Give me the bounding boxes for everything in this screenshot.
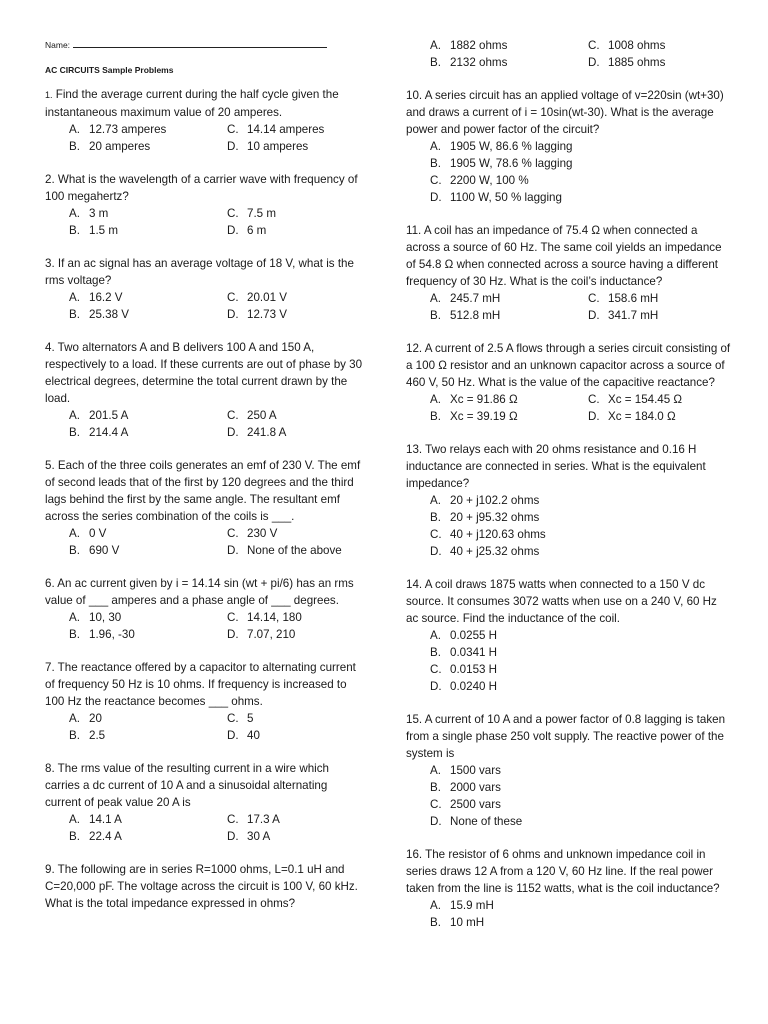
question-10 bbox=[406, 87, 731, 206]
option-letter: D. bbox=[227, 544, 239, 557]
question-text: 8. The rms value of the resulting current in a wire which carries a dc current of 10 A and a sinusoidal alternating current of peak value 20 A is bbox=[45, 762, 329, 809]
question-5 bbox=[45, 457, 365, 559]
answer-option bbox=[69, 811, 227, 828]
option-text: 0.0255 H bbox=[450, 629, 498, 642]
question-text: 9. The following are in series R=1000 ohms, L=0.1 uH and C=20,000 pF. The voltage across the circuit is 100 V, 60 kHz. What is the total impedance expressed in ohms? bbox=[45, 863, 358, 910]
answer-option bbox=[69, 205, 227, 222]
option-letter: A. bbox=[69, 712, 80, 725]
option-letter: B. bbox=[69, 426, 80, 439]
option-text: 40 + j120.63 ohms bbox=[450, 528, 546, 541]
answer-option bbox=[430, 509, 731, 526]
answer-option bbox=[430, 391, 588, 408]
option-letter: D. bbox=[227, 140, 239, 153]
answer-option bbox=[69, 138, 227, 155]
answer-option bbox=[227, 626, 365, 643]
name-blank-line[interactable] bbox=[73, 38, 327, 48]
right-question-list bbox=[406, 87, 731, 931]
question-15 bbox=[406, 711, 731, 830]
option-text: 22.4 A bbox=[89, 830, 122, 843]
option-letter: A. bbox=[69, 291, 80, 304]
question-text: 10. A series circuit has an applied voltage of v=220sin (wt+30) and draws a current of i = 10sin(wt-30). What is the average power and power factor of the circuit? bbox=[406, 89, 724, 136]
answer-option bbox=[227, 710, 365, 727]
option-letter: A. bbox=[69, 527, 80, 540]
option-letter: D. bbox=[588, 410, 600, 423]
options-grid bbox=[69, 289, 365, 323]
answer-option bbox=[227, 424, 365, 441]
option-letter: C. bbox=[227, 291, 239, 304]
option-text: 1100 W, 50 % lagging bbox=[450, 191, 562, 204]
answer-option bbox=[69, 306, 227, 323]
option-letter: A. bbox=[69, 611, 80, 624]
option-letter: B. bbox=[69, 224, 80, 237]
option-letter: D. bbox=[227, 308, 239, 321]
answer-option bbox=[227, 306, 365, 323]
question-text: 14. A coil draws 1875 watts when connected to a 150 V dc source. It consumes 3072 watts when use on a 240 V, 60 Hz ac source. Find the inductance of the coil. bbox=[406, 578, 717, 625]
option-letter: B. bbox=[430, 309, 441, 322]
options-grid bbox=[69, 525, 365, 559]
option-text: Xc = 91.86 Ω bbox=[450, 393, 518, 406]
options-grid bbox=[430, 138, 731, 206]
option-text: 7.07, 210 bbox=[247, 628, 296, 641]
option-letter: A. bbox=[69, 207, 80, 220]
option-letter: C. bbox=[430, 174, 442, 187]
option-text: 5 bbox=[247, 712, 254, 725]
option-text: 214.4 A bbox=[89, 426, 129, 439]
option-text: 20.01 V bbox=[247, 291, 287, 304]
question-text: 2. What is the wavelength of a carrier wave with frequency of 100 megahertz? bbox=[45, 173, 358, 203]
left-column bbox=[45, 36, 365, 928]
option-letter: C. bbox=[588, 39, 600, 52]
question-9-options bbox=[406, 37, 731, 71]
answer-option bbox=[227, 525, 365, 542]
question-number: 1. bbox=[45, 90, 53, 100]
answer-option bbox=[227, 727, 365, 744]
option-letter: C. bbox=[227, 123, 239, 136]
question-8 bbox=[45, 760, 365, 845]
option-letter: D. bbox=[430, 680, 442, 693]
answer-option bbox=[69, 525, 227, 542]
answer-option bbox=[430, 54, 588, 71]
option-letter: D. bbox=[227, 628, 239, 641]
option-text: 7.5 m bbox=[247, 207, 276, 220]
option-text: 0.0341 H bbox=[450, 646, 498, 659]
question-1 bbox=[45, 86, 365, 155]
answer-option bbox=[588, 290, 731, 307]
answer-option bbox=[588, 408, 731, 425]
option-text: 14.14 amperes bbox=[247, 123, 325, 136]
option-text: 250 A bbox=[247, 409, 277, 422]
options-grid bbox=[430, 37, 731, 71]
option-letter: D. bbox=[227, 830, 239, 843]
option-letter: B. bbox=[430, 511, 441, 524]
question-2 bbox=[45, 171, 365, 239]
option-letter: C. bbox=[430, 528, 442, 541]
answer-option bbox=[227, 222, 365, 239]
answer-option bbox=[227, 205, 365, 222]
option-letter: B. bbox=[430, 916, 441, 929]
option-text: None of the above bbox=[247, 544, 342, 557]
answer-option bbox=[430, 661, 731, 678]
answer-option bbox=[69, 121, 227, 138]
option-letter: B. bbox=[69, 140, 80, 153]
option-letter: C. bbox=[227, 611, 239, 624]
answer-option bbox=[227, 407, 365, 424]
question-text: 6. An ac current given by i = 14.14 sin (wt + pi/6) has an rms value of ___ amperes and a phase angle of ___ degrees. bbox=[45, 577, 354, 607]
question-text: 5. Each of the three coils generates an emf of 230 V. The emf of second leads that of the first by 120 degrees and the third lags behind the first by the same angle. The resultant emf across the series combination of the coils is ___. bbox=[45, 459, 361, 523]
question-16 bbox=[406, 846, 731, 931]
option-letter: A. bbox=[430, 899, 441, 912]
options-grid bbox=[69, 710, 365, 744]
option-letter: B. bbox=[430, 646, 441, 659]
question-text: 16. The resistor of 6 ohms and unknown impedance coil in series draws 12 A from a 120 V, 60 Hz line. If the real power taken from the line is 1152 watts, what is the coil inductance? bbox=[406, 848, 720, 895]
answer-option bbox=[430, 307, 588, 324]
name-label: Name: bbox=[45, 40, 71, 50]
option-text: None of these bbox=[450, 815, 523, 828]
answer-option bbox=[430, 492, 731, 509]
option-text: 10, 30 bbox=[89, 611, 122, 624]
option-letter: D. bbox=[430, 815, 442, 828]
options-grid bbox=[430, 290, 731, 324]
answer-option bbox=[430, 526, 731, 543]
option-letter: A. bbox=[430, 764, 441, 777]
option-letter: B. bbox=[69, 729, 80, 742]
option-text: Xc = 39.19 Ω bbox=[450, 410, 518, 423]
option-text: 20 amperes bbox=[89, 140, 151, 153]
option-text: 14.1 A bbox=[89, 813, 122, 826]
option-letter: A. bbox=[69, 813, 80, 826]
name-field bbox=[45, 36, 365, 54]
option-letter: D. bbox=[227, 224, 239, 237]
option-letter: A. bbox=[430, 292, 441, 305]
answer-option bbox=[69, 289, 227, 306]
option-text: 30 A bbox=[247, 830, 271, 843]
option-letter: A. bbox=[430, 629, 441, 642]
answer-option bbox=[430, 408, 588, 425]
option-letter: C. bbox=[588, 393, 600, 406]
option-text: 512.8 mH bbox=[450, 309, 501, 322]
options-grid bbox=[430, 492, 731, 560]
option-text: 6 m bbox=[247, 224, 267, 237]
options-grid bbox=[430, 627, 731, 695]
question-14 bbox=[406, 576, 731, 695]
option-text: Xc = 154.45 Ω bbox=[608, 393, 683, 406]
option-text: 2500 vars bbox=[450, 798, 501, 811]
option-letter: C. bbox=[227, 813, 239, 826]
option-letter: D. bbox=[430, 191, 442, 204]
answer-option bbox=[430, 914, 731, 931]
answer-option bbox=[69, 542, 227, 559]
question-text: 3. If an ac signal has an average voltage of 18 V, what is the rms voltage? bbox=[45, 257, 354, 287]
option-letter: C. bbox=[227, 207, 239, 220]
option-letter: A. bbox=[430, 140, 441, 153]
answer-option bbox=[69, 626, 227, 643]
answer-option bbox=[430, 138, 731, 155]
option-text: 1905 W, 86.6 % lagging bbox=[450, 140, 573, 153]
answer-option bbox=[227, 609, 365, 626]
answer-option bbox=[430, 678, 731, 695]
option-letter: C. bbox=[430, 798, 442, 811]
option-text: 17.3 A bbox=[247, 813, 280, 826]
option-letter: C. bbox=[430, 663, 442, 676]
option-text: 230 V bbox=[247, 527, 278, 540]
option-text: 2200 W, 100 % bbox=[450, 174, 529, 187]
option-text: 1500 vars bbox=[450, 764, 501, 777]
answer-option bbox=[69, 828, 227, 845]
option-letter: A. bbox=[69, 409, 80, 422]
option-letter: B. bbox=[69, 628, 80, 641]
option-text: 2.5 bbox=[89, 729, 106, 742]
option-text: 201.5 A bbox=[89, 409, 129, 422]
options-grid bbox=[430, 391, 731, 425]
answer-option bbox=[430, 172, 731, 189]
option-text: 2132 ohms bbox=[450, 56, 508, 69]
answer-option bbox=[430, 762, 731, 779]
options-grid bbox=[69, 205, 365, 239]
option-text: 0.0240 H bbox=[450, 680, 498, 693]
option-text: 1882 ohms bbox=[450, 39, 508, 52]
question-text: 7. The reactance offered by a capacitor to alternating current of frequency 50 Hz is 10 ohms. If frequency is increased to 100 Hz the reactance becomes ___ ohms. bbox=[45, 661, 356, 708]
option-letter: A. bbox=[430, 393, 441, 406]
option-letter: B. bbox=[430, 781, 441, 794]
options-grid bbox=[69, 811, 365, 845]
answer-option bbox=[588, 391, 731, 408]
option-text: 20 bbox=[89, 712, 102, 725]
answer-option bbox=[69, 424, 227, 441]
answer-option bbox=[430, 644, 731, 661]
options-grid bbox=[69, 121, 365, 155]
option-text: 10 amperes bbox=[247, 140, 309, 153]
option-text: 12.73 amperes bbox=[89, 123, 167, 136]
option-letter: D. bbox=[227, 729, 239, 742]
answer-option bbox=[430, 627, 731, 644]
option-text: 14.14, 180 bbox=[247, 611, 302, 624]
option-letter: A. bbox=[430, 494, 441, 507]
answer-option bbox=[227, 828, 365, 845]
question-text: 15. A current of 10 A and a power factor of 0.8 lagging is taken from a single phase 250 volt supply. The reactive power of the system is bbox=[406, 713, 726, 760]
left-question-list bbox=[45, 86, 365, 912]
answer-option bbox=[69, 609, 227, 626]
answer-option bbox=[430, 796, 731, 813]
option-text: 1.5 m bbox=[89, 224, 118, 237]
question-3 bbox=[45, 255, 365, 323]
option-text: 1885 ohms bbox=[608, 56, 666, 69]
answer-option bbox=[227, 542, 365, 559]
option-letter: C. bbox=[227, 527, 239, 540]
option-text: 245.7 mH bbox=[450, 292, 501, 305]
option-text: 241.8 A bbox=[247, 426, 287, 439]
answer-option bbox=[69, 710, 227, 727]
question-6 bbox=[45, 575, 365, 643]
question-text: 12. A current of 2.5 A flows through a series circuit consisting of a 100 Ω resistor and an unknown capacitor across a source of 460 V, 50 Hz. What is the value of the capacitive reactance? bbox=[406, 342, 731, 389]
option-text: 12.73 V bbox=[247, 308, 287, 321]
option-text: 25.38 V bbox=[89, 308, 129, 321]
answer-option bbox=[430, 779, 731, 796]
option-text: 158.6 mH bbox=[608, 292, 659, 305]
answer-option bbox=[430, 189, 731, 206]
answer-option bbox=[588, 37, 731, 54]
answer-option bbox=[430, 155, 731, 172]
options-grid bbox=[430, 762, 731, 830]
option-letter: B. bbox=[69, 544, 80, 557]
option-text: 690 V bbox=[89, 544, 120, 557]
answer-option bbox=[227, 811, 365, 828]
option-text: 0.0153 H bbox=[450, 663, 498, 676]
option-letter: D. bbox=[430, 545, 442, 558]
option-letter: B. bbox=[430, 410, 441, 423]
question-9 bbox=[45, 861, 365, 912]
answer-option bbox=[69, 727, 227, 744]
question-13 bbox=[406, 441, 731, 560]
question-11 bbox=[406, 222, 731, 324]
question-12 bbox=[406, 340, 731, 425]
option-text: 40 bbox=[247, 729, 260, 742]
option-text: 3 m bbox=[89, 207, 109, 220]
option-letter: B. bbox=[69, 308, 80, 321]
answer-option bbox=[227, 138, 365, 155]
option-letter: C. bbox=[588, 292, 600, 305]
option-text: 10 mH bbox=[450, 916, 485, 929]
options-grid bbox=[69, 407, 365, 441]
option-text: 16.2 V bbox=[89, 291, 123, 304]
options-grid bbox=[69, 609, 365, 643]
question-text: 4. Two alternators A and B delivers 100 A and 150 A, respectively to a load. If these currents are out of phase by 30 electrical degrees, determine the total current drawn by the load. bbox=[45, 341, 363, 405]
option-text: 20 + j95.32 ohms bbox=[450, 511, 540, 524]
question-body: Find the average current during the half cycle given the instantaneous maximum value of 20 amperes. bbox=[45, 88, 339, 119]
option-text: 1.96, -30 bbox=[89, 628, 135, 641]
document-title: AC CIRCUITS Sample Problems bbox=[45, 65, 174, 75]
answer-option bbox=[227, 289, 365, 306]
option-letter: B. bbox=[69, 830, 80, 843]
answer-option bbox=[69, 222, 227, 239]
option-text: 20 + j102.2 ohms bbox=[450, 494, 540, 507]
option-letter: B. bbox=[430, 157, 441, 170]
option-text: 40 + j25.32 ohms bbox=[450, 545, 540, 558]
option-letter: B. bbox=[430, 56, 441, 69]
question-text: 13. Two relays each with 20 ohms resistance and 0.16 H inductance are connected in series. What is the equivalent impedance? bbox=[406, 443, 706, 490]
question-7 bbox=[45, 659, 365, 744]
option-letter: D. bbox=[588, 309, 600, 322]
option-letter: C. bbox=[227, 712, 239, 725]
option-text: 1905 W, 78.6 % lagging bbox=[450, 157, 573, 170]
question-4 bbox=[45, 339, 365, 441]
option-text: 341.7 mH bbox=[608, 309, 659, 322]
option-text: 1008 ohms bbox=[608, 39, 666, 52]
option-letter: D. bbox=[227, 426, 239, 439]
options-grid bbox=[430, 897, 731, 931]
right-column bbox=[406, 37, 731, 947]
option-letter: D. bbox=[588, 56, 600, 69]
answer-option bbox=[430, 897, 731, 914]
option-text: 15.9 mH bbox=[450, 899, 494, 912]
option-letter: A. bbox=[430, 39, 441, 52]
question-text bbox=[45, 86, 365, 121]
option-letter: A. bbox=[69, 123, 80, 136]
answer-option bbox=[430, 290, 588, 307]
answer-option bbox=[588, 307, 731, 324]
option-text: 2000 vars bbox=[450, 781, 501, 794]
answer-option bbox=[227, 121, 365, 138]
answer-option bbox=[69, 407, 227, 424]
answer-option bbox=[588, 54, 731, 71]
answer-option bbox=[430, 543, 731, 560]
answer-option bbox=[430, 37, 588, 54]
option-text: Xc = 184.0 Ω bbox=[608, 410, 676, 423]
option-letter: C. bbox=[227, 409, 239, 422]
option-text: 0 V bbox=[89, 527, 107, 540]
question-text: 11. A coil has an impedance of 75.4 Ω when connected a across a source of 60 Hz. The same coil yields an impedance of 54.8 Ω when connected across a source having a different frequency of 30 Hz. What is the coil’s inductance? bbox=[406, 224, 722, 288]
answer-option bbox=[430, 813, 731, 830]
